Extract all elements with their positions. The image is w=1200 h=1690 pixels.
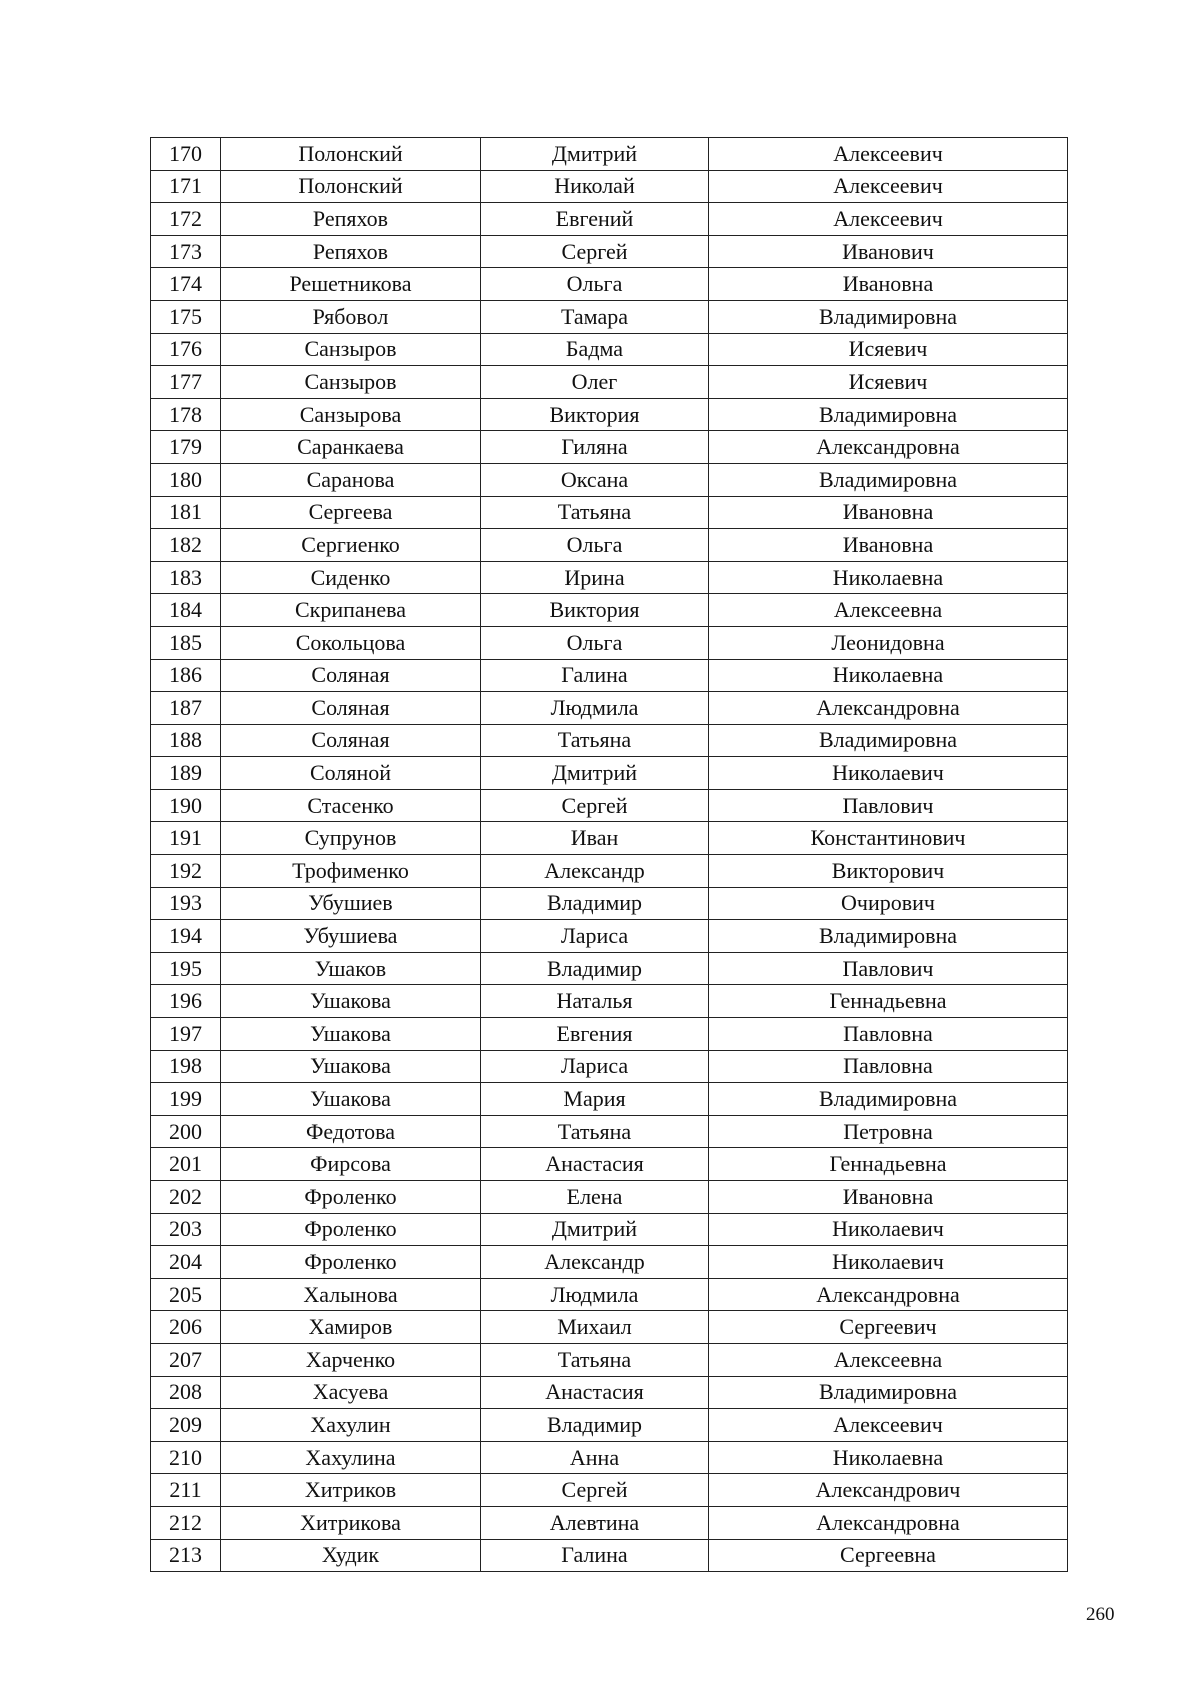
- row-number-cell: 196: [151, 985, 221, 1018]
- row-number-cell: 184: [151, 594, 221, 627]
- patronymic-cell: Алексеевна: [709, 594, 1068, 627]
- row-number-cell: 208: [151, 1376, 221, 1409]
- first-name-cell: Анна: [481, 1441, 709, 1474]
- first-name-cell: Владимир: [481, 887, 709, 920]
- last-name-cell: Хахулина: [221, 1441, 481, 1474]
- patronymic-cell: Сергеевич: [709, 1311, 1068, 1344]
- first-name-cell: Евгений: [481, 203, 709, 236]
- row-number-cell: 173: [151, 235, 221, 268]
- last-name-cell: Сергеева: [221, 496, 481, 529]
- patronymic-cell: Леонидовна: [709, 626, 1068, 659]
- first-name-cell: Виктория: [481, 398, 709, 431]
- first-name-cell: Владимир: [481, 952, 709, 985]
- row-number-cell: 199: [151, 1083, 221, 1116]
- patronymic-cell: Очирович: [709, 887, 1068, 920]
- last-name-cell: Стасенко: [221, 789, 481, 822]
- last-name-cell: Убушиева: [221, 920, 481, 953]
- table-row: [151, 333, 1068, 366]
- last-name-cell: Сергиенко: [221, 529, 481, 562]
- first-name-cell: Иван: [481, 822, 709, 855]
- table-row: [151, 1539, 1068, 1572]
- first-name-cell: Татьяна: [481, 1343, 709, 1376]
- row-number-cell: 189: [151, 757, 221, 790]
- patronymic-cell: Владимировна: [709, 920, 1068, 953]
- patronymic-cell: Владимировна: [709, 463, 1068, 496]
- patronymic-cell: Сергеевна: [709, 1539, 1068, 1572]
- patronymic-cell: Александровна: [709, 1506, 1068, 1539]
- row-number-cell: 207: [151, 1343, 221, 1376]
- first-name-cell: Тамара: [481, 300, 709, 333]
- last-name-cell: Соляная: [221, 692, 481, 725]
- last-name-cell: Ушаков: [221, 952, 481, 985]
- first-name-cell: Анастасия: [481, 1148, 709, 1181]
- last-name-cell: Хитрикова: [221, 1506, 481, 1539]
- patronymic-cell: Ивановна: [709, 268, 1068, 301]
- patronymic-cell: Ивановна: [709, 496, 1068, 529]
- names-table-body: [151, 138, 1068, 1572]
- first-name-cell: Гиляна: [481, 431, 709, 464]
- table-row: [151, 366, 1068, 399]
- last-name-cell: Скрипанева: [221, 594, 481, 627]
- first-name-cell: Бадма: [481, 333, 709, 366]
- patronymic-cell: Ивановна: [709, 1181, 1068, 1214]
- row-number-cell: 191: [151, 822, 221, 855]
- patronymic-cell: Алексеевич: [709, 203, 1068, 236]
- last-name-cell: Хасуева: [221, 1376, 481, 1409]
- first-name-cell: Лариса: [481, 920, 709, 953]
- table-row: [151, 952, 1068, 985]
- patronymic-cell: Павловна: [709, 1018, 1068, 1051]
- row-number-cell: 178: [151, 398, 221, 431]
- row-number-cell: 188: [151, 724, 221, 757]
- last-name-cell: Хамиров: [221, 1311, 481, 1344]
- last-name-cell: Ушакова: [221, 985, 481, 1018]
- table-row: [151, 235, 1068, 268]
- row-number-cell: 174: [151, 268, 221, 301]
- last-name-cell: Убушиев: [221, 887, 481, 920]
- row-number-cell: 205: [151, 1278, 221, 1311]
- table-row: [151, 268, 1068, 301]
- table-row: [151, 1441, 1068, 1474]
- last-name-cell: Соляной: [221, 757, 481, 790]
- row-number-cell: 192: [151, 855, 221, 888]
- table-row: [151, 1181, 1068, 1214]
- first-name-cell: Владимир: [481, 1409, 709, 1442]
- first-name-cell: Дмитрий: [481, 757, 709, 790]
- last-name-cell: Супрунов: [221, 822, 481, 855]
- patronymic-cell: Владимировна: [709, 1376, 1068, 1409]
- patronymic-cell: Алексеевна: [709, 1343, 1068, 1376]
- table-row: [151, 1343, 1068, 1376]
- row-number-cell: 175: [151, 300, 221, 333]
- first-name-cell: Ольга: [481, 268, 709, 301]
- table-row: [151, 1409, 1068, 1442]
- first-name-cell: Лариса: [481, 1050, 709, 1083]
- last-name-cell: Сокольцова: [221, 626, 481, 659]
- patronymic-cell: Ивановна: [709, 529, 1068, 562]
- table-row: [151, 1213, 1068, 1246]
- table-row: [151, 431, 1068, 464]
- row-number-cell: 181: [151, 496, 221, 529]
- patronymic-cell: Алексеевич: [709, 138, 1068, 171]
- row-number-cell: 185: [151, 626, 221, 659]
- last-name-cell: Фроленко: [221, 1181, 481, 1214]
- patronymic-cell: Николаевич: [709, 1213, 1068, 1246]
- last-name-cell: Ушакова: [221, 1018, 481, 1051]
- patronymic-cell: Александровна: [709, 692, 1068, 725]
- first-name-cell: Татьяна: [481, 724, 709, 757]
- first-name-cell: Галина: [481, 1539, 709, 1572]
- table-row: [151, 757, 1068, 790]
- row-number-cell: 194: [151, 920, 221, 953]
- first-name-cell: Дмитрий: [481, 1213, 709, 1246]
- last-name-cell: Рябовол: [221, 300, 481, 333]
- table-row: [151, 1311, 1068, 1344]
- row-number-cell: 213: [151, 1539, 221, 1572]
- table-row: [151, 561, 1068, 594]
- table-row: [151, 529, 1068, 562]
- patronymic-cell: Павловна: [709, 1050, 1068, 1083]
- table-row: [151, 1083, 1068, 1116]
- patronymic-cell: Петровна: [709, 1115, 1068, 1148]
- first-name-cell: Николай: [481, 170, 709, 203]
- row-number-cell: 190: [151, 789, 221, 822]
- first-name-cell: Евгения: [481, 1018, 709, 1051]
- row-number-cell: 186: [151, 659, 221, 692]
- patronymic-cell: Алексеевич: [709, 170, 1068, 203]
- patronymic-cell: Константинович: [709, 822, 1068, 855]
- row-number-cell: 212: [151, 1506, 221, 1539]
- table-row: [151, 1115, 1068, 1148]
- last-name-cell: Фроленко: [221, 1246, 481, 1279]
- patronymic-cell: Павлович: [709, 789, 1068, 822]
- first-name-cell: Галина: [481, 659, 709, 692]
- row-number-cell: 203: [151, 1213, 221, 1246]
- first-name-cell: Мария: [481, 1083, 709, 1116]
- first-name-cell: Анастасия: [481, 1376, 709, 1409]
- row-number-cell: 171: [151, 170, 221, 203]
- table-row: [151, 822, 1068, 855]
- last-name-cell: Санзырова: [221, 398, 481, 431]
- patronymic-cell: Исяевич: [709, 333, 1068, 366]
- last-name-cell: Хахулин: [221, 1409, 481, 1442]
- table-row: [151, 1376, 1068, 1409]
- page-number: 260: [1086, 1604, 1115, 1625]
- first-name-cell: Людмила: [481, 692, 709, 725]
- row-number-cell: 182: [151, 529, 221, 562]
- first-name-cell: Александр: [481, 1246, 709, 1279]
- row-number-cell: 180: [151, 463, 221, 496]
- first-name-cell: Ольга: [481, 626, 709, 659]
- first-name-cell: Ирина: [481, 561, 709, 594]
- table-row: [151, 887, 1068, 920]
- row-number-cell: 209: [151, 1409, 221, 1442]
- row-number-cell: 183: [151, 561, 221, 594]
- row-number-cell: 197: [151, 1018, 221, 1051]
- first-name-cell: Ольга: [481, 529, 709, 562]
- first-name-cell: Сергей: [481, 235, 709, 268]
- last-name-cell: Решетникова: [221, 268, 481, 301]
- last-name-cell: Халынова: [221, 1278, 481, 1311]
- row-number-cell: 201: [151, 1148, 221, 1181]
- patronymic-cell: Алексеевич: [709, 1409, 1068, 1442]
- row-number-cell: 177: [151, 366, 221, 399]
- row-number-cell: 210: [151, 1441, 221, 1474]
- table-row: [151, 138, 1068, 171]
- row-number-cell: 172: [151, 203, 221, 236]
- patronymic-cell: Исяевич: [709, 366, 1068, 399]
- first-name-cell: Виктория: [481, 594, 709, 627]
- table-row: [151, 789, 1068, 822]
- first-name-cell: Сергей: [481, 789, 709, 822]
- table-row: [151, 1148, 1068, 1181]
- patronymic-cell: Павлович: [709, 952, 1068, 985]
- table-row: [151, 300, 1068, 333]
- patronymic-cell: Николаевна: [709, 1441, 1068, 1474]
- table-row: [151, 594, 1068, 627]
- row-number-cell: 195: [151, 952, 221, 985]
- patronymic-cell: Александровна: [709, 431, 1068, 464]
- table-row: [151, 1278, 1068, 1311]
- patronymic-cell: Владимировна: [709, 300, 1068, 333]
- row-number-cell: 187: [151, 692, 221, 725]
- last-name-cell: Соляная: [221, 659, 481, 692]
- table-row: [151, 985, 1068, 1018]
- last-name-cell: Хитриков: [221, 1474, 481, 1507]
- table-row: [151, 1506, 1068, 1539]
- patronymic-cell: Александрович: [709, 1474, 1068, 1507]
- patronymic-cell: Николаевич: [709, 1246, 1068, 1279]
- last-name-cell: Репяхов: [221, 235, 481, 268]
- first-name-cell: Алевтина: [481, 1506, 709, 1539]
- patronymic-cell: Иванович: [709, 235, 1068, 268]
- last-name-cell: Полонский: [221, 138, 481, 171]
- names-table: [150, 137, 1068, 1572]
- last-name-cell: Трофименко: [221, 855, 481, 888]
- table-row: [151, 1474, 1068, 1507]
- first-name-cell: Дмитрий: [481, 138, 709, 171]
- last-name-cell: Соляная: [221, 724, 481, 757]
- patronymic-cell: Геннадьевна: [709, 1148, 1068, 1181]
- table-row: [151, 1018, 1068, 1051]
- patronymic-cell: Владимировна: [709, 1083, 1068, 1116]
- row-number-cell: 170: [151, 138, 221, 171]
- first-name-cell: Сергей: [481, 1474, 709, 1507]
- row-number-cell: 206: [151, 1311, 221, 1344]
- table-row: [151, 626, 1068, 659]
- last-name-cell: Фирсова: [221, 1148, 481, 1181]
- table-row: [151, 203, 1068, 236]
- row-number-cell: 200: [151, 1115, 221, 1148]
- last-name-cell: Ушакова: [221, 1050, 481, 1083]
- last-name-cell: Санзыров: [221, 366, 481, 399]
- patronymic-cell: Николаевич: [709, 757, 1068, 790]
- table-row: [151, 463, 1068, 496]
- table-row: [151, 855, 1068, 888]
- table-row: [151, 659, 1068, 692]
- row-number-cell: 202: [151, 1181, 221, 1214]
- last-name-cell: Ушакова: [221, 1083, 481, 1116]
- last-name-cell: Саранкаева: [221, 431, 481, 464]
- last-name-cell: Худик: [221, 1539, 481, 1572]
- patronymic-cell: Викторович: [709, 855, 1068, 888]
- last-name-cell: Санзыров: [221, 333, 481, 366]
- patronymic-cell: Николаевна: [709, 659, 1068, 692]
- first-name-cell: Татьяна: [481, 496, 709, 529]
- table-row: [151, 170, 1068, 203]
- last-name-cell: Федотова: [221, 1115, 481, 1148]
- first-name-cell: Михаил: [481, 1311, 709, 1344]
- row-number-cell: 179: [151, 431, 221, 464]
- last-name-cell: Саранова: [221, 463, 481, 496]
- last-name-cell: Полонский: [221, 170, 481, 203]
- last-name-cell: Фроленко: [221, 1213, 481, 1246]
- row-number-cell: 211: [151, 1474, 221, 1507]
- row-number-cell: 176: [151, 333, 221, 366]
- patronymic-cell: Владимировна: [709, 724, 1068, 757]
- last-name-cell: Харченко: [221, 1343, 481, 1376]
- table-row: [151, 1050, 1068, 1083]
- first-name-cell: Олег: [481, 366, 709, 399]
- last-name-cell: Сиденко: [221, 561, 481, 594]
- table-row: [151, 398, 1068, 431]
- last-name-cell: Репяхов: [221, 203, 481, 236]
- row-number-cell: 193: [151, 887, 221, 920]
- first-name-cell: Татьяна: [481, 1115, 709, 1148]
- row-number-cell: 198: [151, 1050, 221, 1083]
- patronymic-cell: Александровна: [709, 1278, 1068, 1311]
- patronymic-cell: Геннадьевна: [709, 985, 1068, 1018]
- table-row: [151, 496, 1068, 529]
- table-row: [151, 1246, 1068, 1279]
- table-row: [151, 920, 1068, 953]
- first-name-cell: Александр: [481, 855, 709, 888]
- first-name-cell: Людмила: [481, 1278, 709, 1311]
- first-name-cell: Елена: [481, 1181, 709, 1214]
- first-name-cell: Наталья: [481, 985, 709, 1018]
- first-name-cell: Оксана: [481, 463, 709, 496]
- row-number-cell: 204: [151, 1246, 221, 1279]
- patronymic-cell: Владимировна: [709, 398, 1068, 431]
- table-row: [151, 724, 1068, 757]
- table-row: [151, 692, 1068, 725]
- patronymic-cell: Николаевна: [709, 561, 1068, 594]
